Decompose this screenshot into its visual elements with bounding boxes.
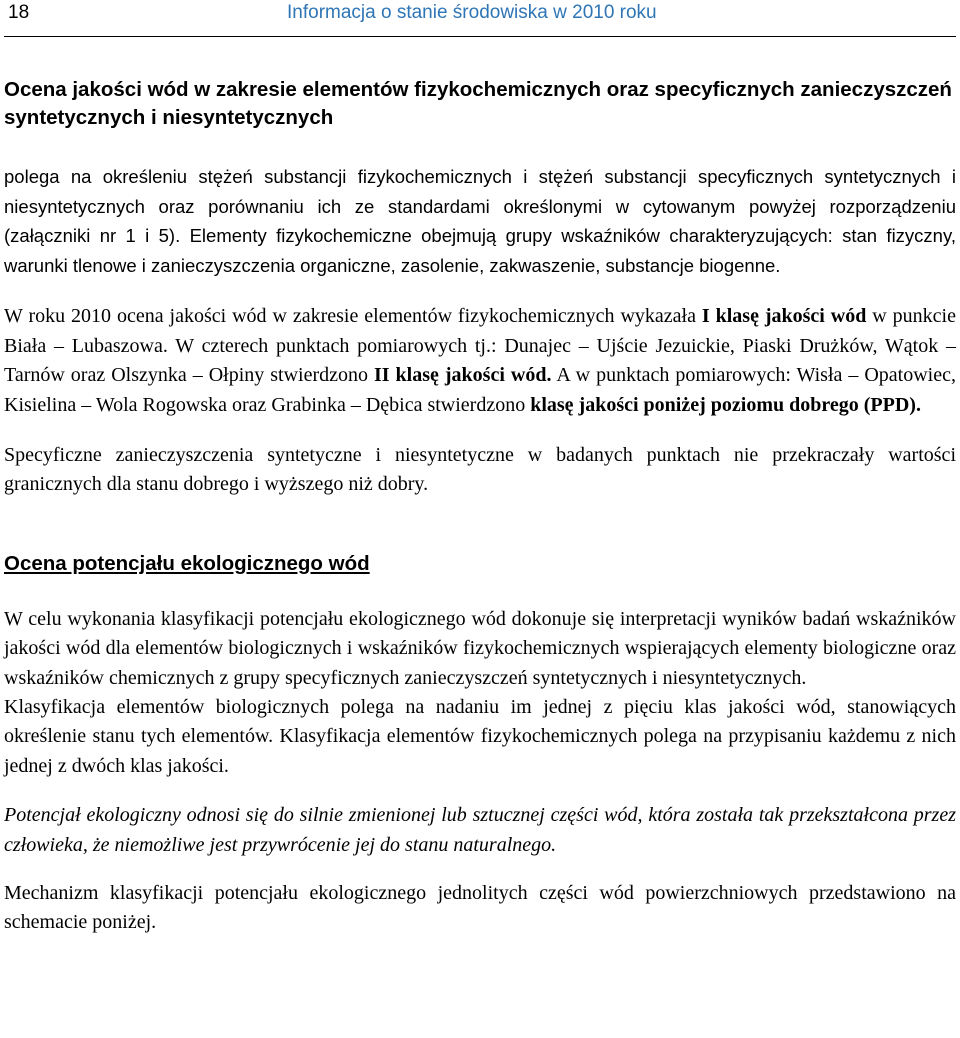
header-title: Informacja o stanie środowiska w 2010 roku xyxy=(287,2,657,23)
page-header xyxy=(4,0,956,37)
text-run: w punkcie Biała – Lubaszowa. W czterech punktach pomiarowych tj.: Dunajec – Ujście Jezuickie, Piaski Drużków, Wątok – Tarnów oraz Olszynka – Ołpiny stwierdzono xyxy=(4,305,956,387)
emphasis-class-two: II klasę jakości wód. xyxy=(374,364,552,387)
emphasis-class-one: I klasę jakości wód xyxy=(701,305,867,328)
text-run: W roku 2010 ocena jakości wód w zakresie elementów fizykochemicznych wykazała xyxy=(4,305,702,328)
paragraph-classification-method: W celu wykonania klasyfikacji potencjału ekologicznego wód dokonuje się interpretacji wyników badań wskaźników jakości wód dla elementów biologicznych i wskaźników fizykochemicznych wspierających elementy biologiczne oraz wskaźników chemicznych z grupy specyficznych zanieczyszczeń syntetycznych i niesyntetycznych. xyxy=(4,607,956,689)
paragraph-mechanism: Mechanizm klasyfikacji potencjału ekologicznego jednolitych części wód powierzchniowych przedstawiono na schemacie poniżej. xyxy=(4,882,956,934)
page-number: 18 xyxy=(8,2,30,23)
paragraph-specific-pollutants: Specyficzne zanieczyszczenia syntetyczne i niesyntetyczne w badanych punktach nie przekraczały wartości granicznych dla stanu dobrego i wyższego niż dobry. xyxy=(4,444,956,496)
paragraph-assessment-2010 xyxy=(4,302,956,420)
paragraph-definition: polega na określeniu stężeń substancji fizykochemicznych i stężeń substancji specyficznych syntetycznych i niesyntetycznych oraz porównaniu ich ze standardami określonymi w cytowanym powyżej rozporządzeniu (załączniki nr 1 i 5). Elementy fizykochemiczne obejmują grupy wskaźników charakteryzujących: stan fizyczny, warunki tlenowe i zanieczyszczenia organiczne, zasolenie, zakwaszenie, substancje biogenne. xyxy=(4,166,956,276)
paragraph-biological-classification: Klasyfikacja elementów biologicznych polega na nadaniu im jednej z pięciu klas jakości wód, stanowiących określenie stanu tych elementów. Klasyfikacja elementów fizykochemicznych polega na przypisaniu każdemu z nich jednej z dwóch klas jakości. xyxy=(4,696,956,777)
paragraph-potential-definition: Potencjał ekologiczny odnosi się do silnie zmienionej lub sztucznej części wód, która została tak przekształcona przez człowieka, że niemożliwe jest przywrócenie jej do stanu naturalnego. xyxy=(4,804,956,856)
section-heading-ecological-potential: Ocena potencjału ekologicznego wód xyxy=(4,551,370,575)
section-heading-water-quality: Ocena jakości wód w zakresie elementów fizykochemicznych oraz specyficznych zanieczyszczeń syntetycznych i niesyntetycznych xyxy=(4,78,952,129)
document-body xyxy=(4,76,956,938)
text-run: A w punktach pomiarowych: Wisła – Opatowiec, Kisielina – Wola Rogowska oraz Grabinka – Dębica stwierdzono xyxy=(4,364,956,416)
emphasis-class-ppd: klasę jakości poniżej poziomu dobrego (PPD). xyxy=(530,393,921,416)
